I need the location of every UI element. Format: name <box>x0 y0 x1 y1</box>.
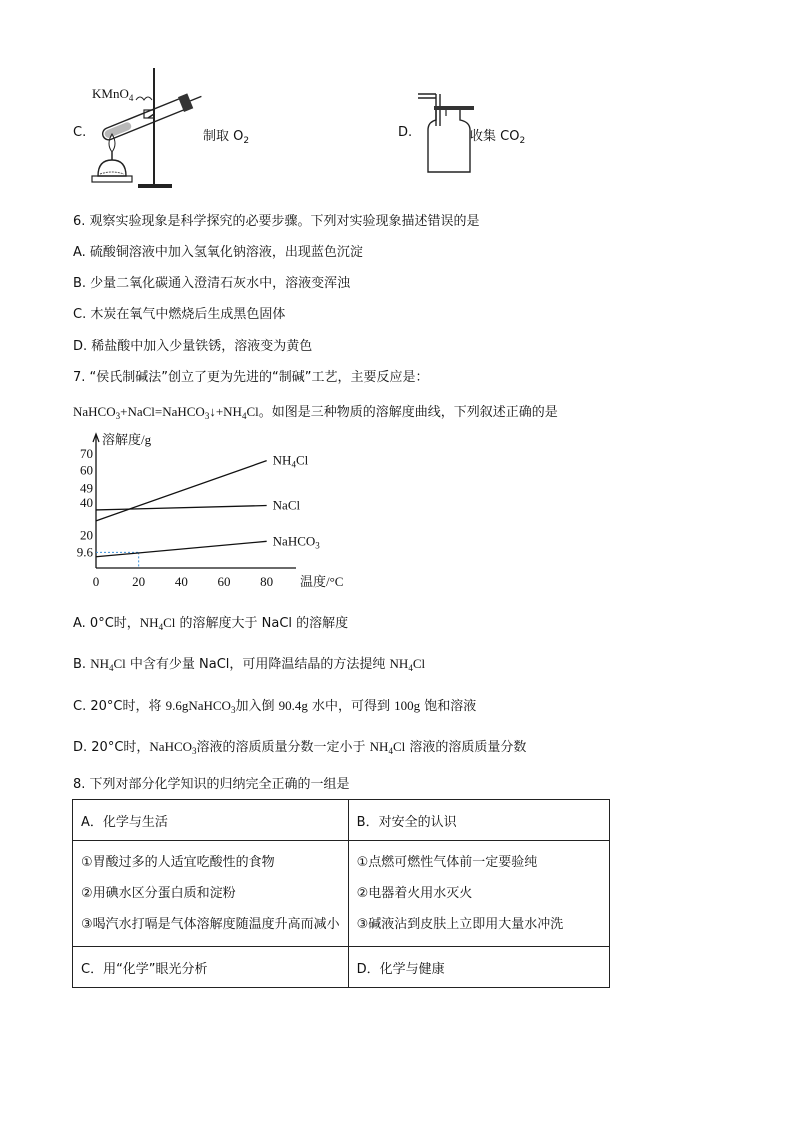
list-item: ③喝汽水打嗝是气体溶解度随温度升高而减小 <box>81 917 340 932</box>
cell-a-items <box>73 841 349 947</box>
x-tick-label: 80 <box>260 574 274 589</box>
y-tick-label: 20 <box>80 527 93 543</box>
cell-c-header: C．用“化学”眼光分析 <box>73 947 349 988</box>
list-item: ①胃酸过多的人适宜吃酸性的食物 <box>81 855 275 870</box>
q7-c-part7: 饱和溶液 <box>420 699 477 714</box>
option-d-caption-sub: 2 <box>519 136 526 146</box>
q7-c-mass: 9.6gNaHCO <box>165 698 231 713</box>
q7-a-part1: A. 0°C时， <box>73 616 140 631</box>
q6-option-a[interactable]: A. 硫酸铜溶液中加入氢氧化钠溶液，出现蓝色沉淀 <box>73 245 363 260</box>
cell-d-header: D．化学与健康 <box>348 947 609 988</box>
option-d-label: D. <box>398 125 413 140</box>
q7-b-sub: 4 <box>108 663 114 673</box>
q7-d-sub: 3 <box>192 746 197 756</box>
q7-c-part5: 水中，可得到 <box>307 699 395 714</box>
eq-sub-a: 3 <box>115 411 121 421</box>
heating-apparatus-diagram <box>88 64 208 192</box>
eq-cl: Cl <box>246 404 259 419</box>
cell-b-items <box>348 841 609 947</box>
q7-c-sub: 3 <box>230 705 236 715</box>
q7-d-nahco: NaHCO <box>149 739 193 754</box>
q7-option-c[interactable] <box>73 697 476 716</box>
kmno4-sub: 4 <box>128 93 134 103</box>
q7-option-b[interactable] <box>73 655 425 674</box>
table-row <box>73 841 610 947</box>
q7-a-part4: 的溶解度大于 NaCl 的溶解度 <box>175 616 349 631</box>
series-label-2: NaHCO$_3$ <box>272 533 320 551</box>
eq-nacl: +NaCl=NaHCO <box>120 404 205 419</box>
y-tick-label: 70 <box>80 446 93 462</box>
q7-b-nh2: NH <box>389 656 409 671</box>
q7-b-nh: NH <box>90 656 109 671</box>
q6-option-c[interactable]: C. 木炭在氧气中燃烧后生成黑色固体 <box>73 307 286 322</box>
option-d-caption-text: 收集 CO <box>470 129 520 144</box>
q7-a-sub: 4 <box>158 622 164 632</box>
y-tick-label: 9.6 <box>76 544 93 560</box>
knowledge-summary-table <box>72 799 610 988</box>
option-c-label: C. <box>73 125 87 140</box>
list-item: ①点燃可燃性气体前一定要验纯 <box>356 855 538 870</box>
list-item: ②电器着火用水灭火 <box>356 886 473 901</box>
q6-stem: 6. 观察实验现象是科学探究的必要步骤。下列对实验现象描述错误的是 <box>73 214 480 229</box>
q7-c-water: 90.4g <box>278 698 308 713</box>
option-c-caption-text: 制取 O <box>203 129 244 144</box>
list-item: ②用碘水区分蛋白质和淀粉 <box>81 886 236 901</box>
solubility-curve-chart <box>60 432 344 596</box>
q7-a-cl: Cl <box>163 615 176 630</box>
y-tick-label: 60 <box>80 462 93 478</box>
eq-sub-b: 3 <box>204 411 210 421</box>
x-tick-label: 0 <box>92 574 100 589</box>
cell-b-header: B．对安全的认识 <box>348 800 609 841</box>
q7-a-nh: NH <box>139 615 159 630</box>
q7-b-cl: Cl <box>113 656 126 671</box>
y-tick-label: 40 <box>80 494 93 510</box>
x-tick-label: 40 <box>174 574 188 589</box>
q7-c-part3: 加入倒 <box>235 699 279 714</box>
q7-c-part1: C. 20°C时，将 <box>73 699 166 714</box>
q7-b-cl2: Cl <box>412 656 426 671</box>
q7-b-sub2: 4 <box>408 663 413 673</box>
option-c-caption <box>203 125 249 144</box>
table-row <box>73 800 610 841</box>
option-c-caption-sub: 2 <box>243 136 250 146</box>
table-row <box>73 947 610 988</box>
q6-option-d[interactable]: D. 稀盐酸中加入少量铁锈，溶液变为黄色 <box>73 339 313 354</box>
q7-b-part1: B. <box>73 657 91 672</box>
q7-d-sub2: 4 <box>388 746 393 756</box>
series-label-1: NaCl <box>272 497 301 513</box>
q7-d-part3: 溶液的溶质质量分数一定小于 <box>196 740 370 755</box>
q7-b-part4: 中含有少量 NaCl，可用降温结晶的方法提纯 <box>125 657 390 672</box>
y-tick-label: 49 <box>80 480 93 496</box>
q7-c-total: 100g <box>394 698 421 713</box>
kmno4-text: KMnO <box>92 86 129 101</box>
q7-equation-line <box>73 403 558 422</box>
q7-d-part1: D. 20°C时， <box>73 740 150 755</box>
option-d-caption <box>470 125 525 144</box>
q7-d-cl: Cl <box>392 739 406 754</box>
y-axis-label: 溶解度/g <box>102 432 152 447</box>
x-axis-label: 温度/°C <box>300 574 344 589</box>
list-item: ③碱液沾到皮肤上立即用大量水冲洗 <box>356 917 564 932</box>
series-line-2 <box>96 541 267 556</box>
eq-tail: 。如图是三种物质的溶解度曲线，下列叙述正确的是 <box>258 405 558 420</box>
q7-option-d[interactable] <box>73 738 526 757</box>
q7-option-a[interactable] <box>73 614 348 633</box>
x-tick-label: 60 <box>217 574 231 589</box>
x-tick-label: 20 <box>132 574 146 589</box>
series-label-0: $NH_4Cl$ <box>272 452 309 470</box>
eq-nh4: ↓+NH <box>209 404 242 419</box>
cell-a-header: A．化学与生活 <box>73 800 349 841</box>
gas-collection-bottle-diagram <box>414 90 474 176</box>
q8-stem: 8. 下列对部分化学知识的归纳完全正确的一组是 <box>73 777 350 792</box>
q7-d-nh: NH <box>369 739 389 754</box>
q7-d-part6: 溶液的溶质质量分数 <box>405 740 527 755</box>
eq-sub-c: 4 <box>241 411 247 421</box>
q6-option-b[interactable]: B. 少量二氧化碳通入澄清石灰水中，溶液变浑浊 <box>73 276 351 291</box>
eq-nahco3-a: NaHCO <box>73 404 116 419</box>
q7-stem: 7. “侯氏制碱法”创立了更为先进的“制碱”工艺，主要反应是： <box>73 370 429 385</box>
series-line-1 <box>96 506 267 510</box>
series-line-0 <box>96 461 267 521</box>
